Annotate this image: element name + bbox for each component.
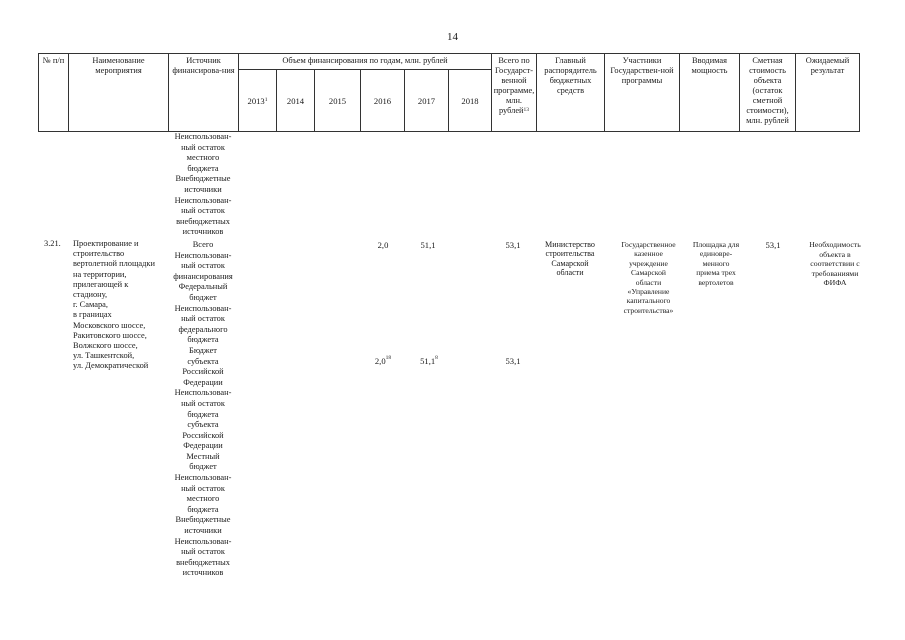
name-line: вертолетной площадки bbox=[73, 259, 155, 269]
name-line: Проектирование и bbox=[73, 239, 139, 248]
header-funding: Объем финансирования по годам, млн. рублей bbox=[239, 54, 492, 70]
source-line: Неиспользован- bbox=[174, 132, 232, 141]
participant-line: учреждение bbox=[629, 258, 668, 268]
capacity-line: Площадка для bbox=[692, 240, 740, 249]
manager-line: строительства bbox=[545, 249, 595, 259]
source-line: ный остаток bbox=[181, 398, 225, 408]
total-program: 53,1 bbox=[505, 240, 521, 250]
subject-2016: $2,0^{18}$ bbox=[374, 355, 392, 366]
source-line: Местный bbox=[186, 451, 220, 461]
capacity-line: менного bbox=[702, 258, 730, 268]
source-line: ный остаток bbox=[181, 142, 225, 152]
name-line: в границах bbox=[73, 310, 112, 320]
name-line: стадиону, bbox=[73, 290, 108, 300]
participant-line: Самарской bbox=[631, 268, 666, 278]
source-line: местного bbox=[186, 494, 220, 504]
header-result: Ожидаемый результат bbox=[796, 54, 860, 132]
source-line: Внебюджетные bbox=[175, 515, 231, 525]
source-line: источники bbox=[184, 184, 222, 194]
source-line: Неиспользован- bbox=[174, 536, 232, 546]
source-line: субъекта bbox=[187, 356, 219, 366]
manager-line: Министерство bbox=[545, 240, 595, 249]
source-line: ный остаток bbox=[181, 314, 225, 324]
result-line: требованиями bbox=[811, 268, 859, 278]
source-line: субъекта bbox=[187, 420, 219, 430]
header-source: Источник финансирова-ния bbox=[169, 54, 239, 132]
row-participants bbox=[611, 240, 686, 315]
name-line: ул. Демократической bbox=[73, 361, 149, 371]
source-line: Бюджет bbox=[189, 345, 217, 355]
result-line: объекта в bbox=[819, 249, 851, 259]
subject-total: 53,1 bbox=[505, 356, 521, 366]
row-manager bbox=[536, 240, 604, 278]
header-year-2013: 2013$^1$ bbox=[239, 70, 277, 132]
source-line: Неиспользован- bbox=[174, 303, 232, 313]
source-line: Неиспользован- bbox=[174, 473, 232, 483]
source-line: Российской bbox=[182, 430, 224, 440]
capacity-line: единовре- bbox=[699, 249, 733, 259]
row-number: 3.21. bbox=[44, 239, 61, 248]
source-line: местного bbox=[186, 153, 220, 163]
source-line: бюджета bbox=[187, 163, 219, 173]
table-header bbox=[38, 53, 860, 132]
header-num: № п/п bbox=[39, 54, 69, 132]
source-line: ный остаток bbox=[181, 483, 225, 493]
row-name bbox=[73, 239, 171, 372]
name-line: прилегающей к bbox=[73, 279, 129, 289]
header-capacity: Вводимая мощность bbox=[680, 54, 740, 132]
source-line: федерального bbox=[178, 324, 228, 334]
participant-line: области bbox=[635, 277, 662, 287]
source-line: ный остаток bbox=[181, 547, 225, 557]
page-number: 14 bbox=[447, 31, 458, 43]
header-year-2015: 2015 bbox=[315, 70, 361, 132]
source-line: источников bbox=[182, 227, 224, 237]
header-total: Всего по Государст-венной программе, млн. рублей$^{13}$ bbox=[492, 54, 537, 132]
participant-line: строительства» bbox=[623, 305, 674, 315]
result-line: соответствии с bbox=[810, 259, 860, 269]
manager-line: Самарской bbox=[551, 258, 589, 268]
source-line: источники bbox=[184, 526, 222, 536]
source-line: Федеральный bbox=[178, 282, 228, 292]
header-cost: Сметная стоимость объекта (остаток сметной стоимости), млн. рублей bbox=[740, 54, 796, 132]
source-line: Российской bbox=[182, 367, 224, 377]
source-line: бюджет bbox=[189, 292, 217, 302]
result-line: ФИФА bbox=[823, 278, 847, 288]
capacity-line: вертолетов bbox=[698, 277, 734, 287]
header-year-2017: 2017 bbox=[405, 70, 449, 132]
row-capacity bbox=[686, 240, 746, 287]
source-line: Федерации bbox=[183, 441, 223, 451]
name-line: Московского шоссе, bbox=[73, 320, 146, 330]
capacity-line: приема трех bbox=[696, 268, 736, 278]
source-line: Внебюджетные bbox=[175, 174, 231, 184]
header-year-2016: 2016 bbox=[361, 70, 405, 132]
source-line: Неиспользован- bbox=[174, 195, 232, 205]
source-line: Неиспользован- bbox=[174, 388, 232, 398]
total-2016: 2,0 bbox=[377, 240, 389, 250]
source-line: ный остаток bbox=[181, 261, 225, 271]
row-cost: 53,1 bbox=[765, 240, 781, 250]
source-line: бюджета bbox=[187, 504, 219, 514]
source-line: бюджет bbox=[189, 462, 217, 472]
source-line: финансирования bbox=[173, 271, 233, 281]
row-sources bbox=[168, 240, 238, 579]
source-line: внебюджетных bbox=[176, 216, 230, 226]
name-line: Ракитовского шоссе, bbox=[73, 330, 147, 340]
name-line: г. Самара, bbox=[73, 300, 108, 310]
header-participants: Участники Государствен-ной программы bbox=[605, 54, 680, 132]
subject-2017: 51,1$^8$ bbox=[420, 355, 438, 366]
name-line: Волжского шоссе, bbox=[73, 341, 138, 351]
source-line: внебюджетных bbox=[176, 557, 230, 567]
participant-line: казенное bbox=[634, 249, 663, 259]
name-line: строительство bbox=[73, 249, 125, 259]
source-line: Федерации bbox=[183, 377, 223, 387]
participant-line: «Управление bbox=[627, 287, 670, 297]
source-line: Всего bbox=[192, 240, 214, 249]
source-line: бюджета bbox=[187, 335, 219, 345]
participant-line: капитального bbox=[626, 296, 671, 306]
source-line: Неиспользован- bbox=[174, 250, 232, 260]
source-line: ный остаток bbox=[181, 206, 225, 216]
row-result bbox=[800, 240, 870, 288]
header-name: Наименование мероприятия bbox=[69, 54, 169, 132]
total-2017: 51,1 bbox=[420, 240, 436, 250]
header-year-2018: 2018 bbox=[449, 70, 492, 132]
header-manager: Главный распорядитель бюджетных средств bbox=[537, 54, 605, 132]
continued-sources bbox=[168, 132, 238, 238]
name-line: ул. Ташкентской, bbox=[73, 351, 135, 361]
source-line: источников bbox=[182, 568, 224, 578]
result-line: Необходимость bbox=[809, 240, 861, 249]
manager-line: области bbox=[556, 268, 584, 278]
source-line: бюджета bbox=[187, 409, 219, 419]
header-year-2014: 2014 bbox=[277, 70, 315, 132]
name-line: на территории, bbox=[73, 269, 127, 279]
participant-line: Государственное bbox=[621, 240, 676, 249]
